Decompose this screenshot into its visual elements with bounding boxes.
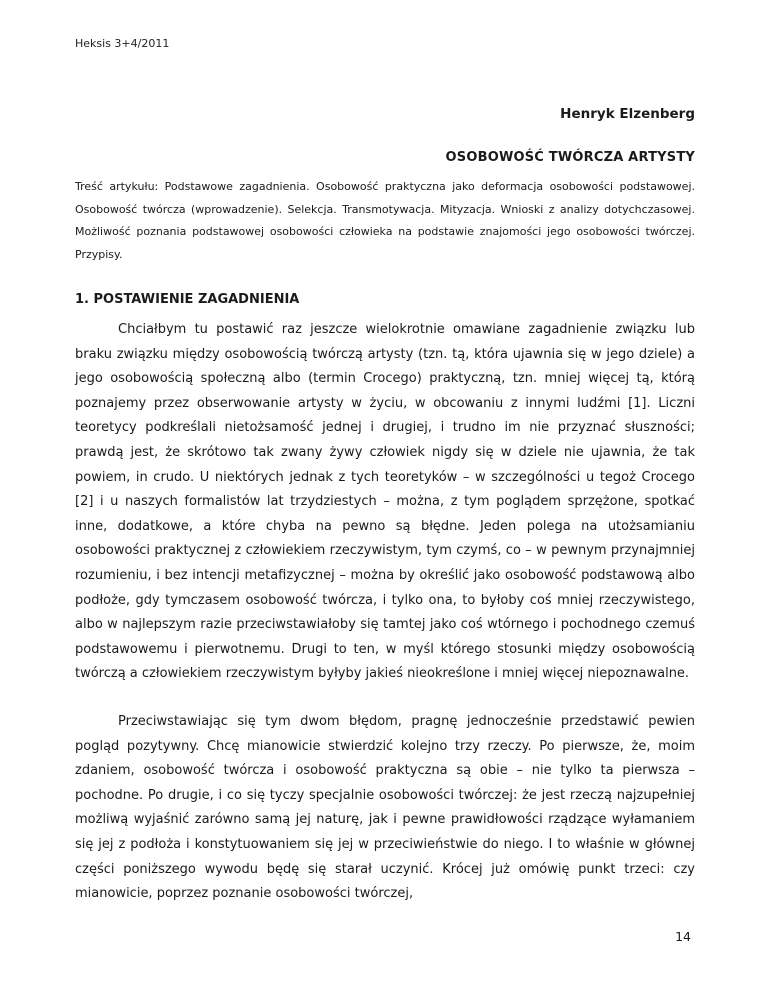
section-heading: 1. POSTAWIENIE ZAGADNIENIA <box>75 292 300 307</box>
author-name: Henryk Elzenberg <box>560 106 695 122</box>
article-title: OSOBOWOŚĆ TWÓRCZA ARTYSTY <box>445 150 695 165</box>
article-abstract: Treść artykułu: Podstawowe zagadnienia. Osobowość praktyczna jako deformacja osobowości podstawowej. Osobowość twórcza (wprowadzenie). Selekcja. Transmotywacja. Mityzacja. Wnioski z analizy dotychczasowej. Możliwość poznania podstawowej osobowości człowieka na podstawie znajomości jego osobowości twórczej. Przypisy. <box>75 180 695 261</box>
body-paragraph-2: Przeciwstawiając się tym dwom błędom, pragnę jednocześnie przedstawić pewien pogląd pozytywny. Chcę mianowicie stwierdzić kolejno trzy rzeczy. Po pierwsze, że, moim zdaniem, osobowość twórcza i osobowość praktyczna są obie – nie tylko ta pierwsza – pochodne. Po drugie, i co się tyczy specjalnie osobowości twórczej: że jest rzeczą najzupełniej możliwą wyjaśnić zarówno samą jej naturę, jak i pewne prawidłowości rządzące wyłamaniem się jej z podłoża i konstytuowaniem się jej w przeciwieństwie do niego. I to właśnie w głównej części poniższego wywodu będę się starał uczynić. Krócej już omówię punkt trzeci: czy mianowicie, poprzez poznanie osobowości twórczej, <box>75 714 695 902</box>
body-paragraph-1: Chciałbym tu postawić raz jeszcze wielokrotnie omawiane zagadnienie związku lub braku związku między osobowością twórczą artysty (tzn. tą, która ujawnia się w jego dziele) a jego osobowością społeczną albo (termin Crocego) praktyczną, tzn. mniej więcej tą, którą poznajemy przez obserwowanie artysty w życiu, w obcowaniu z innymi ludźmi [1]. Liczni teoretycy podkreślali nietożsamość jednej i drugiej, i trudno im nie przyznać słuszności; prawdą jest, że skrótowo tak zwany żywy człowiek nigdy się w dziele nie ujawnia, że tak powiem, in crudo. U niektórych jednak z tych teoretyków – w szczególności u tegoż Crocego [2] i u naszych formalistów lat trzydziestych – można, z tym poglądem sprzężone, spotkać inne, dodatkowe, a które chyba na pewno są błędne. Jeden polega na utożsamianiu osobowości praktycznej z człowiekiem rzeczywistym, tym czymś, co – w pewnym przynajmniej rozumieniu, i bez intencji metafizycznej – można by określić jako osobowość podstawową albo podłoże, gdy tymczasem osobowość twórcza, i tylko ona, to byłoby coś mniej rzeczywistego, albo w najlepszym razie przeciwstawiałoby się tamtej jako coś wtórnego i pochodnego czemuś podstawowemu i pierwotnemu. Drugi to ten, w myśl którego stosunki między osobowością twórczą a człowiekiem rzeczywistym byłyby jakieś nieokreślone i mniej więcej niepoznawalne. <box>75 322 695 682</box>
page-number: 14 <box>675 929 691 944</box>
running-head: Heksis 3+4/2011 <box>75 37 170 50</box>
